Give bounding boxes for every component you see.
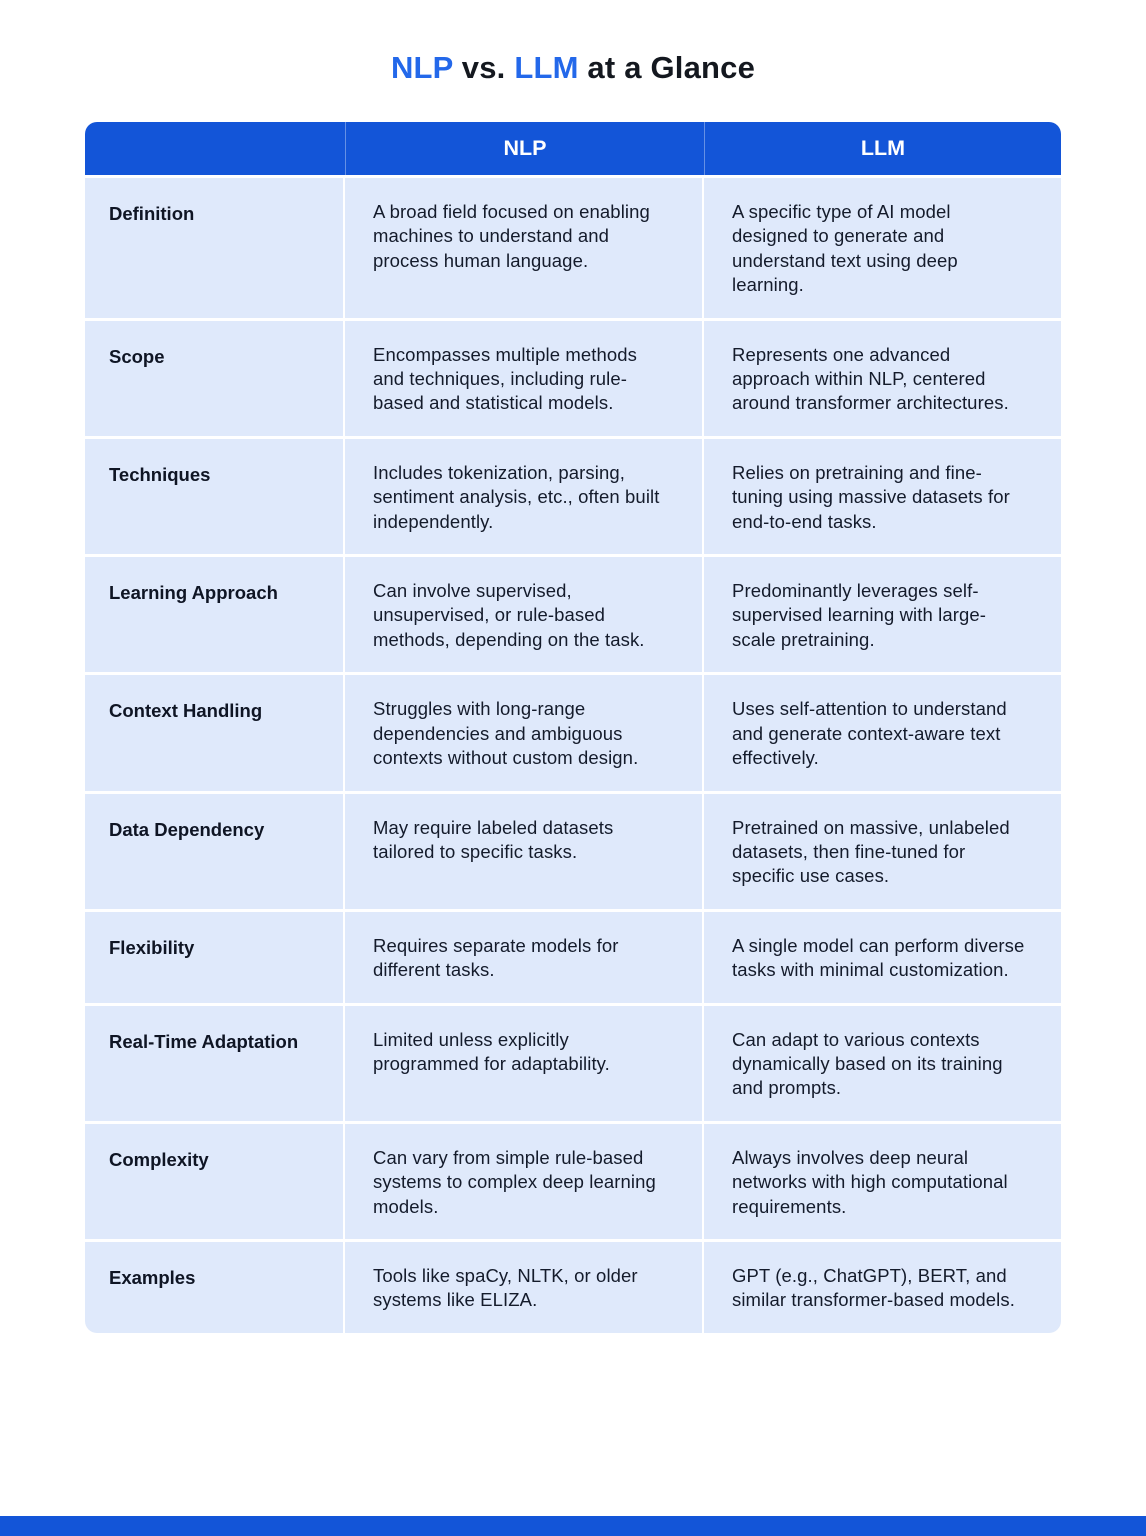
nlp-cell: Encompasses multiple methods and techniques, including rule-based and statistical models. <box>345 321 702 436</box>
row-label: Learning Approach <box>85 557 343 672</box>
table-row <box>85 439 1061 554</box>
llm-cell: A specific type of AI model designed to generate and understand text using deep learning. <box>704 178 1061 318</box>
table-row <box>85 1124 1061 1239</box>
table-row <box>85 321 1061 436</box>
row-label: Scope <box>85 321 343 436</box>
nlp-cell: May require labeled datasets tailored to specific tasks. <box>345 794 702 909</box>
nlp-cell: Requires separate models for different tasks. <box>345 912 702 1003</box>
header-cell-nlp: NLP <box>345 122 704 175</box>
table-row <box>85 794 1061 909</box>
title-rest-text: at a Glance <box>578 50 756 85</box>
nlp-cell: Can involve supervised, unsupervised, or rule-based methods, depending on the task. <box>345 557 702 672</box>
nlp-cell: Includes tokenization, parsing, sentiment analysis, etc., often built independently. <box>345 439 702 554</box>
row-label: Techniques <box>85 439 343 554</box>
title-vs-text: vs. <box>452 50 515 85</box>
llm-cell: Relies on pretraining and fine-tuning using massive datasets for end-to-end tasks. <box>704 439 1061 554</box>
llm-cell: Represents one advanced approach within NLP, centered around transformer architectures. <box>704 321 1061 436</box>
header-cell-llm: LLM <box>704 122 1061 175</box>
nlp-cell: A broad field focused on enabling machines to understand and process human language. <box>345 178 702 318</box>
comparison-table <box>85 122 1061 1333</box>
page-title <box>0 0 1146 86</box>
nlp-cell: Tools like spaCy, NLTK, or older systems like ELIZA. <box>345 1242 702 1333</box>
title-llm-text: LLM <box>514 50 579 85</box>
row-label: Complexity <box>85 1124 343 1239</box>
llm-cell: Uses self-attention to understand and generate context-aware text effectively. <box>704 675 1061 790</box>
llm-cell: Predominantly leverages self-supervised learning with large-scale pretraining. <box>704 557 1061 672</box>
nlp-cell: Limited unless explicitly programmed for adaptability. <box>345 1006 702 1121</box>
llm-cell: Always involves deep neural networks with high computational requirements. <box>704 1124 1061 1239</box>
row-label: Flexibility <box>85 912 343 1003</box>
table-row <box>85 675 1061 790</box>
table-row <box>85 178 1061 318</box>
table-body <box>85 178 1061 1333</box>
row-label: Data Dependency <box>85 794 343 909</box>
llm-cell: Pretrained on massive, unlabeled datasets, then fine-tuned for specific use cases. <box>704 794 1061 909</box>
llm-cell: GPT (e.g., ChatGPT), BERT, and similar transformer-based models. <box>704 1242 1061 1333</box>
table-row <box>85 1006 1061 1121</box>
title-nlp-text: NLP <box>390 50 453 85</box>
llm-cell: A single model can perform diverse tasks with minimal customization. <box>704 912 1061 1003</box>
table-row <box>85 557 1061 672</box>
row-label: Real-Time Adaptation <box>85 1006 343 1121</box>
table-header-row <box>85 122 1061 175</box>
table-row <box>85 912 1061 1003</box>
row-label: Context Handling <box>85 675 343 790</box>
row-label: Examples <box>85 1242 343 1333</box>
llm-cell: Can adapt to various contexts dynamically based on its training and prompts. <box>704 1006 1061 1121</box>
table-row <box>85 1242 1061 1333</box>
footer-accent-bar <box>0 1516 1146 1536</box>
header-cell-empty <box>85 122 345 175</box>
row-label: Definition <box>85 178 343 318</box>
nlp-cell: Can vary from simple rule-based systems to complex deep learning models. <box>345 1124 702 1239</box>
nlp-cell: Struggles with long-range dependencies and ambiguous contexts without custom design. <box>345 675 702 790</box>
